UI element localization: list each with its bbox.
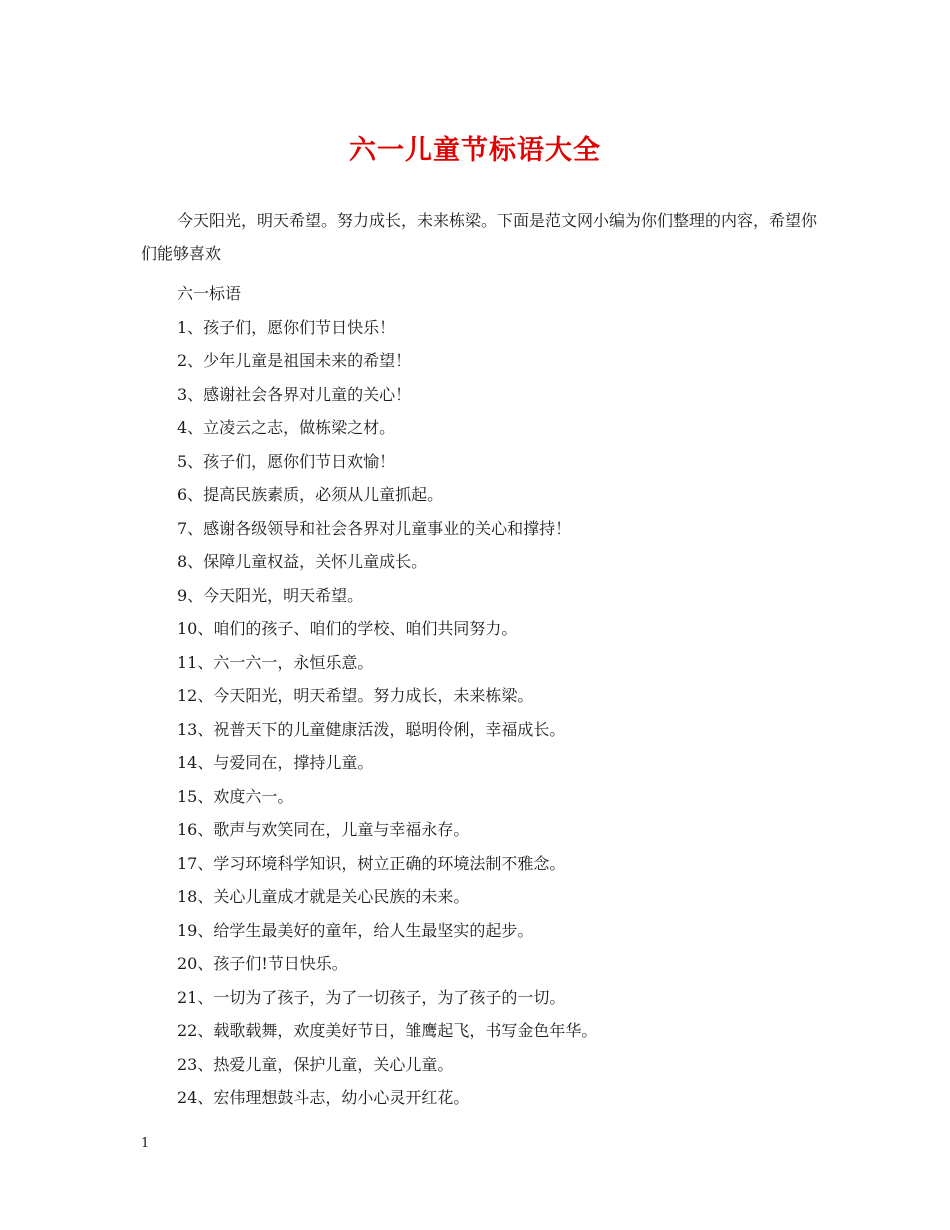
list-item: 3、感谢社会各界对儿童的关心！	[177, 384, 412, 404]
list-item: 4、立凌云之志，做栋梁之材。	[177, 418, 396, 437]
list-item: 8、保障儿童权益，关怀儿童成长。	[177, 552, 428, 571]
list-item: 18、关心儿童成才就是关心民族的未来。	[177, 887, 470, 906]
list-item: 24、宏伟理想鼓斗志，幼小心灵开红花。	[177, 1088, 470, 1107]
list-item: 10、咱们的孩子、咱们的学校、咱们共同努力。	[177, 619, 518, 638]
list-item: 20、孩子们!节日快乐。	[177, 954, 348, 973]
list-item: 1、孩子们，愿你们节日快乐！	[177, 317, 396, 337]
list-item: 5、孩子们，愿你们节日欢愉！	[177, 451, 396, 471]
list-item: 22、载歌载舞，欢度美好节日，雏鹰起飞，书写金色年华。	[177, 1021, 598, 1040]
list-item: 14、与爱同在，撑持儿童。	[177, 753, 374, 772]
list-item: 19、给学生最美好的童年，给人生最坚实的起步。	[177, 920, 534, 940]
intro-paragraph: 今天阳光，明天希望。努力成长，未来栋梁。下面是范文网小编为你们整理的内容，希望你们能够喜欢	[141, 211, 818, 263]
list-item: 17、学习环境科学知识，树立正确的环境法制不雅念。	[177, 853, 566, 873]
list-item: 2、少年儿童是祖国未来的希望！	[177, 351, 412, 370]
page-number: 1	[141, 1136, 150, 1151]
list-item: 23、热爱儿童，保护儿童，关心儿童。	[177, 1054, 454, 1074]
list-item: 13、祝普天下的儿童健康活泼，聪明伶俐，幸福成长。	[177, 719, 566, 739]
list-item: 12、今天阳光，明天希望。努力成长，未来栋梁。	[177, 686, 534, 705]
list-item: 21、一切为了孩子，为了一切孩子，为了孩子的一切。	[177, 987, 566, 1007]
list-item: 11、六一六一，永恒乐意。	[177, 652, 374, 672]
section-heading: 六一标语	[177, 284, 242, 303]
list-item: 7、感谢各级领导和社会各界对儿童事业的关心和撑持！	[177, 518, 572, 538]
slogan-list	[177, 277, 817, 1115]
page-title: 六一儿童节标语大全	[349, 135, 601, 166]
list-item: 9、今天阳光，明天希望。	[177, 585, 364, 605]
list-item: 6、提高民族素质，必须从儿童抓起。	[177, 485, 444, 504]
list-item: 16、歌声与欢笑同在，儿童与幸福永存。	[177, 820, 470, 839]
list-item: 15、欢度六一。	[177, 786, 294, 806]
